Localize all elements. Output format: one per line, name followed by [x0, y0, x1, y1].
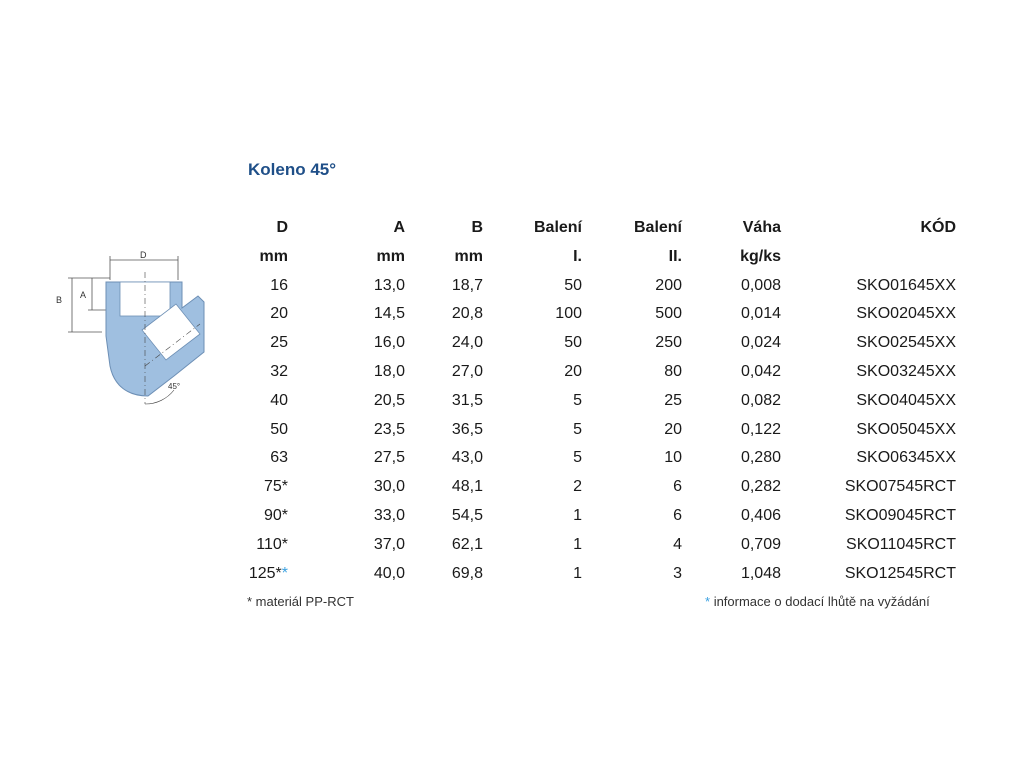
cell-kod: SKO06345XX [856, 449, 956, 467]
cell-baleni-1: 1 [573, 564, 582, 582]
cell-a: 13,0 [373, 276, 405, 294]
col-header-vaha: Váha [742, 219, 781, 236]
cell-kod: SKO02045XX [856, 305, 956, 323]
cell-baleni-2: 80 [664, 362, 682, 380]
cell-d: 32 [270, 362, 288, 380]
cell-b: 20,8 [451, 305, 483, 323]
cell-d: 50 [270, 420, 288, 438]
footnote-delivery [705, 594, 930, 609]
cell-vaha: 0,406 [740, 506, 781, 524]
cell-b: 43,0 [451, 449, 483, 467]
cell-baleni-1: 20 [564, 362, 582, 380]
cell-baleni-1: 50 [564, 334, 582, 352]
cell-a: 33,0 [373, 506, 405, 524]
cell-baleni-1: 1 [573, 535, 582, 553]
cell-baleni-2: 6 [673, 478, 682, 496]
cell-kod: SKO05045XX [856, 420, 956, 438]
cell-kod: SKO04045XX [856, 391, 956, 409]
cell-baleni-1: 2 [573, 478, 582, 496]
table-row [240, 502, 956, 531]
table-row [240, 300, 956, 329]
table-body [240, 272, 956, 589]
table-row [240, 444, 956, 473]
cell-vaha: 0,122 [740, 420, 781, 438]
cell-a: 16,0 [373, 334, 405, 352]
unit-vaha: kg/ks [740, 247, 781, 265]
cell-d: 75* [263, 478, 288, 496]
footnote-delivery-text: informace o dodací lhůtě na vyžádání [713, 594, 930, 609]
table-row [240, 329, 956, 358]
cell-baleni-2: 200 [655, 276, 682, 294]
cell-vaha: 0,280 [740, 449, 781, 467]
table-row [240, 560, 956, 589]
cell-kod: SKO11045RCT [846, 535, 956, 553]
cell-baleni-1: 1 [573, 506, 582, 524]
cell-a: 18,0 [373, 362, 405, 380]
angle-label: 45° [168, 382, 181, 391]
cell-baleni-1: 5 [573, 449, 582, 467]
cell-vaha: 1,048 [740, 564, 781, 582]
cell-a: 30,0 [373, 478, 405, 496]
cell-baleni-2: 6 [673, 506, 682, 524]
cell-baleni-2: 250 [655, 334, 682, 352]
cell-vaha: 0,014 [740, 305, 781, 323]
cell-baleni-2: 25 [664, 391, 682, 409]
cell-baleni-1: 5 [573, 420, 582, 438]
table-row [240, 416, 956, 445]
spec-table [240, 214, 956, 588]
col-header-a: A [393, 219, 405, 236]
col-header-kod: KÓD [920, 219, 956, 236]
cell-a: 23,5 [373, 420, 405, 438]
dim-label-a: A [80, 290, 87, 300]
col-header-baleni-1: Balení [533, 219, 582, 236]
col-header-b: B [471, 219, 483, 236]
dim-label-b: B [56, 295, 63, 305]
cell-baleni-2: 20 [664, 420, 682, 438]
unit-kod [781, 243, 956, 272]
cell-b: 18,7 [451, 276, 483, 294]
cell-a: 37,0 [373, 535, 405, 553]
cell-d: 16 [270, 276, 288, 294]
cell-d: 110* [256, 535, 288, 553]
cell-b: 24,0 [451, 334, 483, 352]
cell-b: 27,0 [451, 362, 483, 380]
table-row [240, 272, 956, 301]
unit-a: mm [376, 247, 405, 265]
cell-baleni-2: 500 [655, 305, 682, 323]
cell-baleni-1: 100 [555, 305, 582, 323]
cell-baleni-2: 3 [673, 564, 682, 582]
cell-vaha: 0,709 [740, 535, 781, 553]
cell-b: 48,1 [451, 478, 483, 496]
cell-kod: SKO09045RCT [844, 506, 956, 524]
cell-kod: SKO07545RCT [844, 478, 956, 496]
unit-d: mm [259, 247, 288, 265]
cell-vaha: 0,082 [740, 391, 781, 409]
cell-vaha: 0,008 [740, 276, 781, 294]
table-row [240, 531, 956, 560]
unit-baleni-2: II. [668, 247, 682, 265]
cell-baleni-2: 4 [673, 535, 682, 553]
col-header-baleni-2: Balení [633, 219, 682, 236]
cell-d: 90* [263, 506, 288, 524]
footnote-material: * materiál PP-RCT [247, 594, 354, 609]
cell-b: 36,5 [451, 420, 483, 438]
cell-vaha: 0,042 [740, 362, 781, 380]
cell-d: 25 [270, 334, 288, 352]
table-row [240, 473, 956, 502]
cell-a: 27,5 [373, 449, 405, 467]
cell-kod: SKO02545XX [856, 334, 956, 352]
cell-baleni-1: 5 [573, 391, 582, 409]
table-row [240, 387, 956, 416]
elbow-45-diagram [50, 248, 230, 418]
unit-b: mm [454, 247, 483, 265]
cell-a: 20,5 [373, 391, 405, 409]
units-row [240, 243, 956, 272]
cell-b: 69,8 [451, 564, 483, 582]
header-row [240, 214, 956, 243]
cell-a: 14,5 [373, 305, 405, 323]
cell-d: 125** [248, 564, 288, 582]
cell-d: 63 [270, 449, 288, 467]
cell-baleni-1: 50 [564, 276, 582, 294]
col-header-d: D [276, 219, 288, 236]
cell-d: 20 [270, 305, 288, 323]
cell-vaha: 0,024 [740, 334, 781, 352]
cell-a: 40,0 [373, 564, 405, 582]
cell-baleni-2: 10 [664, 449, 682, 467]
cell-b: 31,5 [451, 391, 483, 409]
footnote-blue-mark: * [705, 594, 711, 609]
page-title: Koleno 45° [248, 160, 337, 179]
cell-kod: SKO03245XX [856, 362, 956, 380]
table-row [240, 358, 956, 387]
cell-d: 40 [270, 391, 288, 409]
cell-vaha: 0,282 [740, 478, 781, 496]
cell-kod: SKO12545RCT [844, 564, 956, 582]
cell-kod: SKO01645XX [856, 276, 956, 294]
cell-b: 54,5 [451, 506, 483, 524]
dim-label-d: D [140, 250, 147, 260]
cell-b: 62,1 [451, 535, 483, 553]
unit-baleni-1: I. [573, 247, 582, 265]
